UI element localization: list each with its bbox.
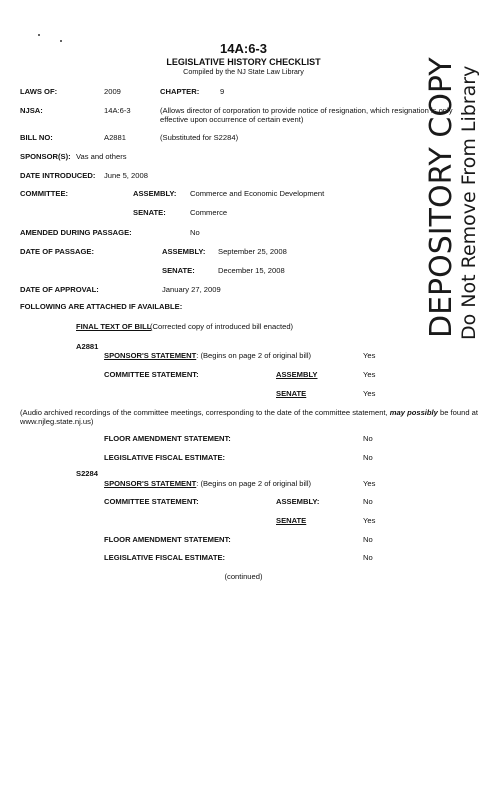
a2881-fiscal-value: No [363,453,373,462]
a2881-sponsor-note: : (Begins on page 2 of original bill) [196,351,312,360]
a2881-senate-value: Yes [363,389,376,398]
scan-speck [38,34,40,36]
committee-assembly-label: ASSEMBLY: [133,189,177,198]
approval-label: DATE OF APPROVAL: [20,285,99,294]
audio-note [20,408,478,426]
laws-of-value: 2009 [104,87,121,96]
s2284-sponsor-note: : (Begins on page 2 of original bill) [196,479,312,488]
continued-note: (continued) [224,572,263,581]
sponsors-value: Vas and others [76,152,127,161]
amended-label: AMENDED DURING PASSAGE: [20,228,132,237]
a2881-assembly-value: Yes [363,370,376,379]
sponsors-label: SPONSOR(S): [20,152,71,161]
chapter-label: CHAPTER: [160,87,200,96]
statute-code: 14A:6-3 [220,41,267,56]
a2881-floor-label: FLOOR AMENDMENT STATEMENT: [104,434,231,443]
s2284-fiscal-value: No [363,553,373,562]
s2284-assembly-label: ASSEMBLY: [276,497,320,506]
s2284-assembly-value: No [363,497,373,506]
a2881-assembly-label: ASSEMBLY [276,370,318,379]
committee-assembly-value: Commerce and Economic Development [190,189,325,198]
a2881-committee-label: COMMITTEE STATEMENT: [104,370,199,379]
compiled-by: Compiled by the NJ State Law Library [183,67,304,76]
committee-label: COMMITTEE: [20,189,69,198]
s2284-floor-value: No [363,535,373,544]
s2284-sponsor-label: SPONSOR'S STATEMENT [104,479,197,488]
chapter-value: 9 [220,87,225,96]
amended-value: No [190,228,200,237]
passage-assembly-value: September 25, 2008 [218,247,287,256]
audio-note-emphasis: may possibly [389,408,438,417]
s2284-committee-label: COMMITTEE STATEMENT: [104,497,199,506]
njsa-value: 14A:6-3 [104,106,131,115]
laws-of-label: LAWS OF: [20,87,58,96]
bill-no-value: A2881 [104,133,126,142]
a2881-sponsor-statement [104,351,311,360]
a2881-sponsor-label: SPONSOR'S STATEMENT [104,351,197,360]
passage-assembly-label: ASSEMBLY: [162,247,206,256]
date-introduced-value: June 5, 2008 [104,171,148,180]
a2881-fiscal-label: LEGISLATIVE FISCAL ESTIMATE: [104,453,226,462]
final-text-label: FINAL TEXT OF BILL [76,322,152,331]
committee-senate-label: SENATE: [133,208,166,217]
audio-note-text: (Audio archived recordings of the committee meetings, corresponding to the date of the committee statement, [20,408,390,417]
do-not-remove-stamp: Do Not Remove From Library [458,65,480,340]
bill-no-label: BILL NO: [20,133,53,142]
bill-a2881-heading: A2881 [76,342,99,351]
passage-senate-label: SENATE: [162,266,195,275]
bill-no-note: (Substituted for S2284) [160,133,239,142]
njsa-label: NJSA: [20,106,43,115]
s2284-floor-label: FLOOR AMENDMENT STATEMENT: [104,535,231,544]
a2881-sponsor-value: Yes [363,351,376,360]
s2284-senate-label: SENATE [276,516,307,525]
a2881-floor-value: No [363,434,373,443]
a2881-senate-label: SENATE [276,389,307,398]
approval-value: January 27, 2009 [162,285,221,294]
s2284-sponsor-statement [104,479,311,488]
bill-s2284-heading: S2284 [76,469,98,478]
passage-label: DATE OF PASSAGE: [20,247,94,256]
committee-senate-value: Commerce [190,208,228,217]
audio-note-text2: be found at www.njleg.state.nj.us) [20,408,479,426]
document-title: LEGISLATIVE HISTORY CHECKLIST [166,57,321,67]
final-text-note: (Corrected copy of introduced bill enacted) [150,322,294,331]
s2284-senate-value: Yes [363,516,376,525]
s2284-sponsor-value: Yes [363,479,376,488]
date-introduced-label: DATE INTRODUCED: [20,171,96,180]
depository-copy-stamp: DEPOSITORY COPY [424,57,459,338]
njsa-description: (Allows director of corporation to provide notice of resignation, which resignation is only effective upon occurrence of certain event) [160,106,453,124]
s2284-fiscal-label: LEGISLATIVE FISCAL ESTIMATE: [104,553,226,562]
passage-senate-value: December 15, 2008 [218,266,285,275]
attached-heading: FOLLOWING ARE ATTACHED IF AVAILABLE: [20,302,183,311]
